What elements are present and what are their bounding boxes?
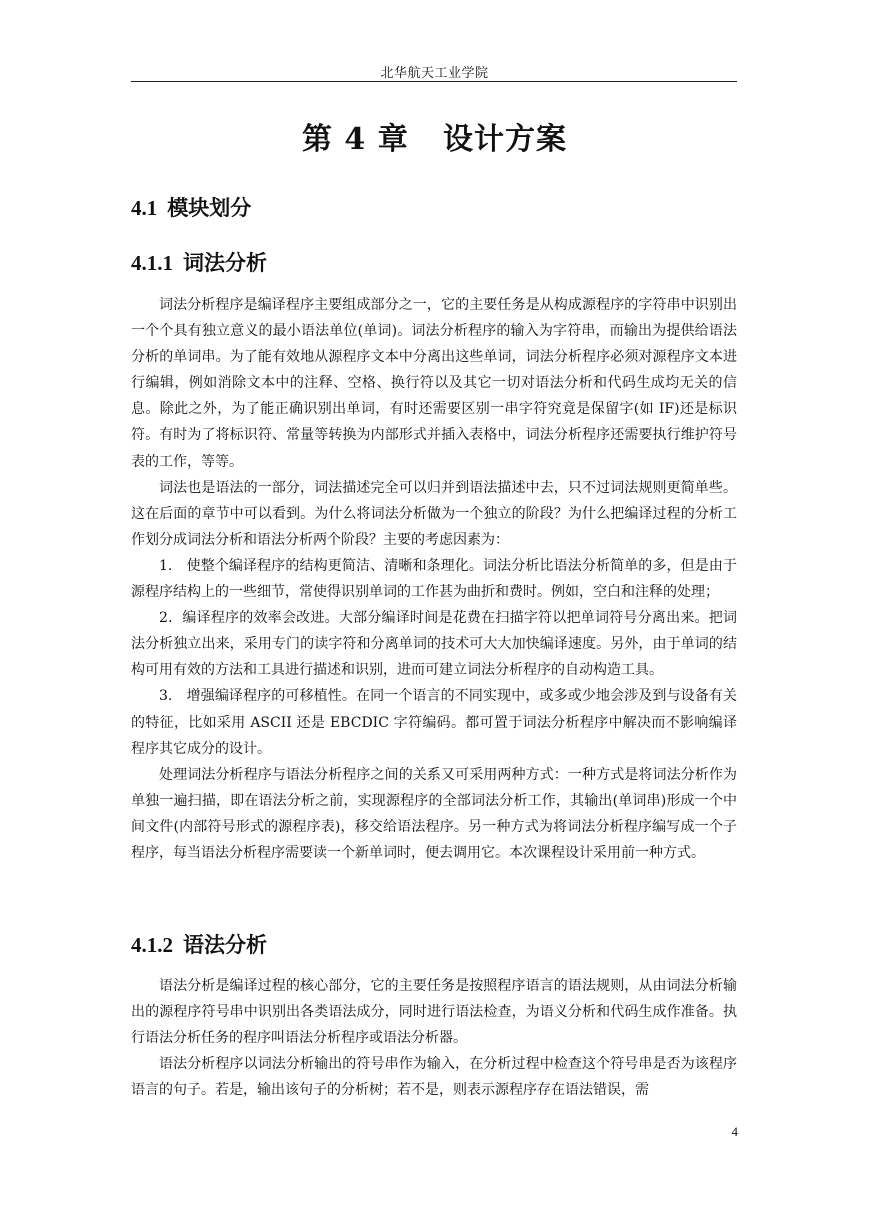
running-header: 北华航天工业学院 bbox=[380, 66, 489, 81]
section-title: 模块划分 bbox=[167, 195, 252, 220]
section-heading-4-1-1 bbox=[131, 247, 267, 277]
section-title: 词法分析 bbox=[183, 250, 267, 275]
paragraph: 词法分析程序是编译程序主要组成部分之一，它的主要任务是从构成源程序的字符串中识别出一个个具有独立意义的最小语法单位(单词)。词法分析程序的输入为字符串，而输出为提供给语法分析的单词串。为了能有效地从源程序文本中分离出这些单词，词法分析程序必须对源程序文本进行编辑，例如消除文本中的注释、空格、换行符以及其它一切对语法分析和代码生成均无关的信息。除此之外，为了能正确识别出单词，有时还需要区别一串字符究竟是保留字(如 IF)还是标识符。有时为了将标识符、常量等转换为内部形式并插入表格中，词法分析程序还需要执行维护符号表的工作，等等。 bbox=[131, 297, 737, 470]
chapter-title: 第 4 章 设计方案 bbox=[301, 122, 568, 157]
section-number: 4.1.2 bbox=[131, 933, 173, 957]
section-4-1-2-body bbox=[131, 973, 737, 1103]
section-number: 4.1.1 bbox=[131, 251, 173, 275]
paragraph: 词法也是语法的一部分，词法描述完全可以归并到语法描述中去，只不过词法规则更简单些。这在后面的章节中可以看到。为什么将词法分析做为一个独立的阶段？为什么把编译过程的分析工作划分成词法分析和语法分析两个阶段？主要的考虑因素为： bbox=[131, 479, 737, 548]
section-4-1-1-body bbox=[131, 292, 737, 866]
section-number: 4.1 bbox=[131, 196, 158, 220]
paragraph: 语法分析程序以词法分析输出的符号串作为输入，在分析过程中检查这个符号串是否为该程序语言的句子。若是，输出该句子的分析树；若不是，则表示源程序存在语法错误，需 bbox=[131, 1056, 737, 1099]
paragraph: 2．编译程序的效率会改进。大部分编译时间是花费在扫描字符以把单词符号分离出来。把词法分析独立出来，采用专门的读字符和分离单词的技术可大大加快编译速度。另外，由于单词的结构可用有效的方法和工具进行描述和识别，进而可建立词法分析程序的自动构造工具。 bbox=[131, 610, 737, 679]
section-title: 语法分析 bbox=[183, 932, 267, 957]
section-heading-4-1-2 bbox=[131, 929, 267, 959]
section-heading-4-1 bbox=[131, 192, 251, 222]
paragraph: 3. 增强编译程序的可移植性。在同一个语言的不同实现中，或多或少地会涉及到与设备有关的特征，比如采用 ASCII 还是 EBCDIC 字符编码。都可置于词法分析程序中解决而不影响编译程序其它成分的设计。 bbox=[131, 688, 737, 757]
header-rule bbox=[131, 81, 737, 82]
paragraph: 1. 使整个编译程序的结构更简洁、清晰和条理化。词法分析比语法分析简单的多，但是由于源程序结构上的一些细节，常使得识别单词的工作甚为曲折和费时。例如，空白和注释的处理； bbox=[131, 557, 737, 601]
paragraph: 处理词法分析程序与语法分析程序之间的关系又可采用两种方式：一种方式是将词法分析作为单独一遍扫描，即在语法分析之前，实现源程序的全部词法分析工作，其输出(单词串)形成一个中间文件(内部符号形式的源程序表)，移交给语法程序。另一种方式为将词法分析程序编写成一个子程序，每当语法分析程序需要读一个新单词时，便去调用它。本次课程设计采用前一种方式。 bbox=[131, 766, 737, 861]
page-number: 4 bbox=[731, 1124, 738, 1139]
paragraph: 语法分析是编译过程的核心部分，它的主要任务是按照程序语言的语法规则，从由词法分析输出的源程序符号串中识别出各类语法成分，同时进行语法检查，为语义分析和代码生成作准备。执行语法分析任务的程序叫语法分析程序或语法分析器。 bbox=[131, 978, 737, 1047]
